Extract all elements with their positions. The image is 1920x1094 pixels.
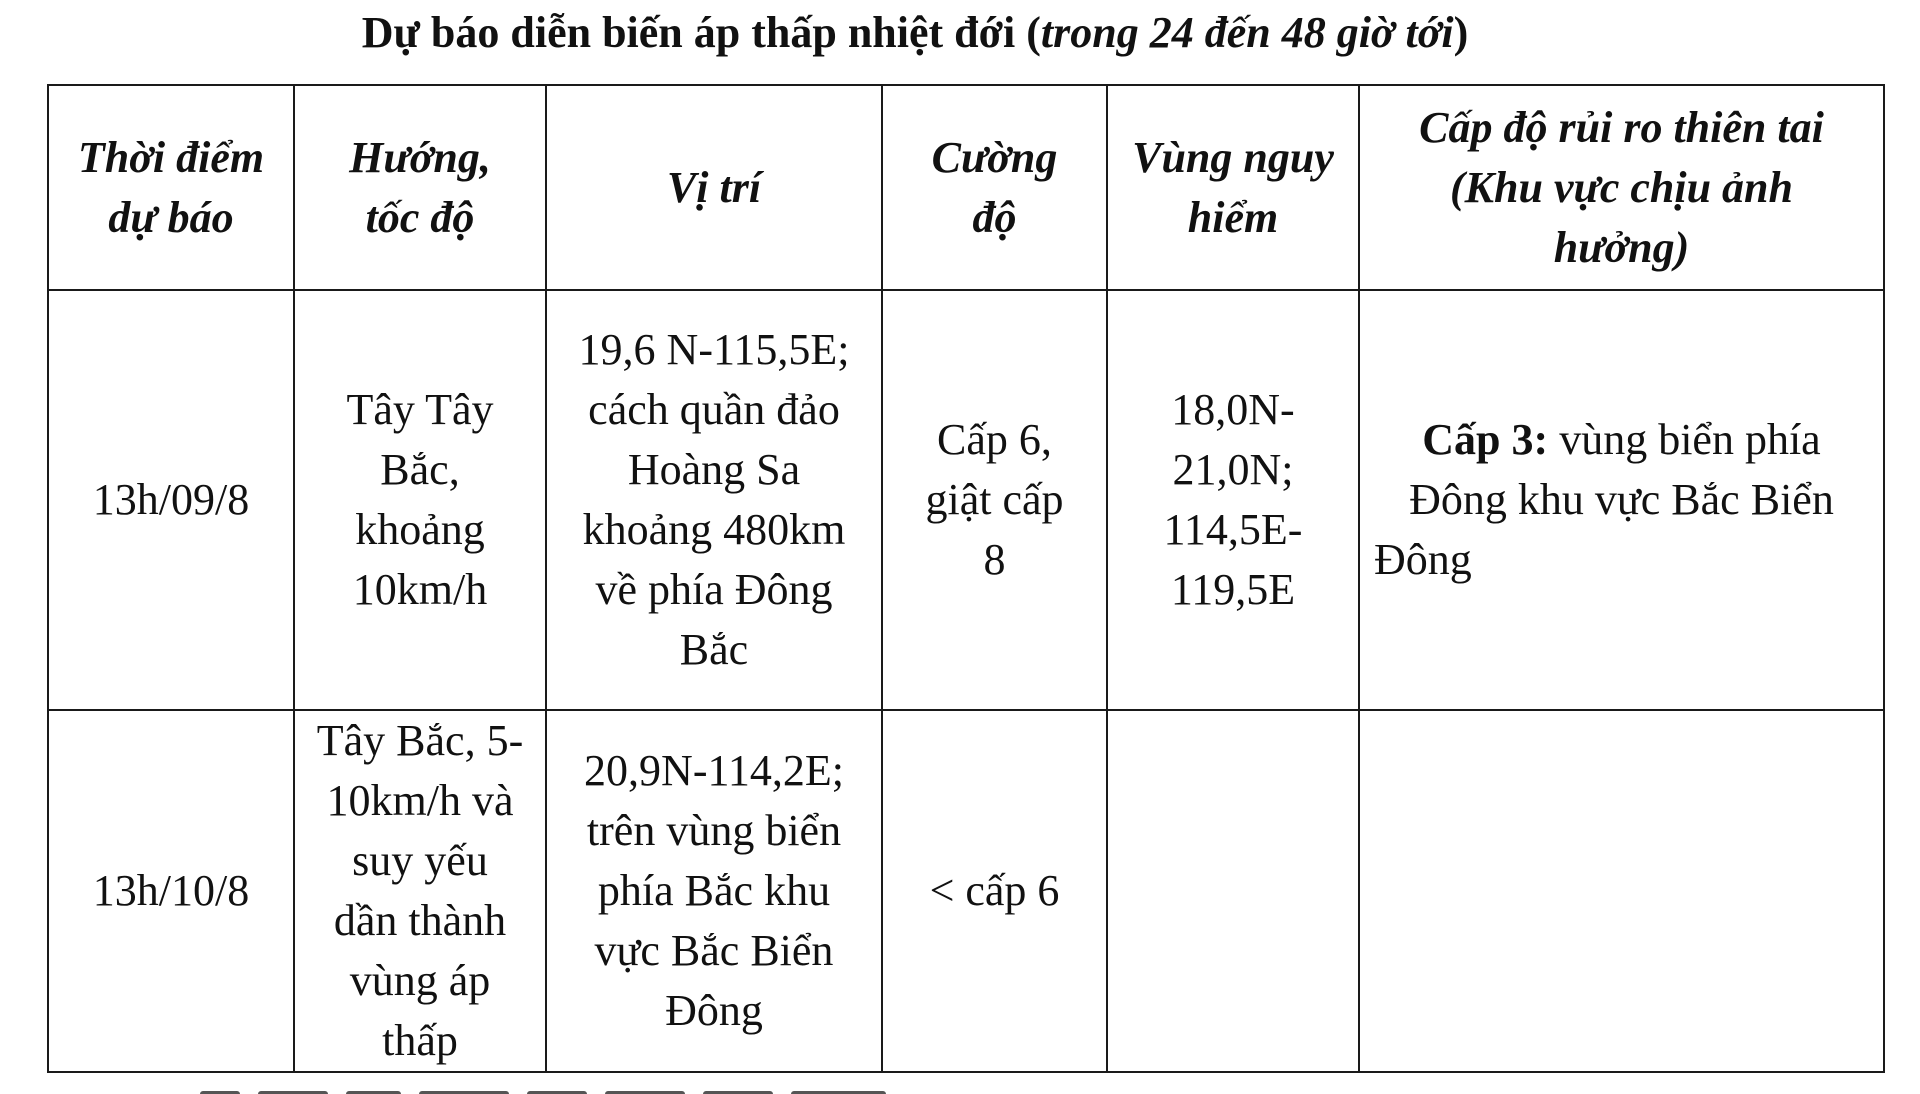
- table-header-row: [48, 85, 1884, 290]
- cell-direction: Tây Tây Bắc, khoảng 10km/h: [294, 290, 546, 710]
- title-main: Dự báo diễn biến áp thấp nhiệt đới (: [361, 8, 1041, 57]
- risk-area-text: vùng biển phía Đông khu vực Bắc Biển Đông: [1374, 415, 1834, 584]
- forecast-table: [47, 84, 1885, 1073]
- cell-position: 19,6 N-115,5E; cách quần đảo Hoàng Sa khoảng 480km về phía Đông Bắc: [546, 290, 882, 710]
- document-title: [0, 4, 1830, 62]
- header-position: Vị trí: [546, 85, 882, 290]
- cell-risk: [1359, 710, 1884, 1072]
- table-row: [48, 290, 1884, 710]
- title-italic-part: trong 24 đến 48 giờ tới: [1040, 8, 1454, 57]
- title-close: ): [1453, 8, 1469, 57]
- cell-danger-zone: 18,0N-21,0N; 114,5E-119,5E: [1107, 290, 1359, 710]
- header-direction: Hướng, tốc độ: [294, 85, 546, 290]
- header-risk-level: Cấp độ rủi ro thiên tai (Khu vực chịu ảnh hưởng): [1359, 85, 1884, 290]
- table-row: [48, 710, 1884, 1072]
- header-time: Thời điểm dự báo: [48, 85, 294, 290]
- cell-intensity: < cấp 6: [882, 710, 1107, 1072]
- header-danger-zone: Vùng nguy hiểm: [1107, 85, 1359, 290]
- cell-direction: Tây Bắc, 5-10km/h và suy yếu dần thành vùng áp thấp: [294, 710, 546, 1072]
- cell-danger-zone: [1107, 710, 1359, 1072]
- cell-risk: [1359, 290, 1884, 710]
- risk-level-label: Cấp 3:: [1422, 415, 1549, 464]
- cell-time: 13h/10/8: [48, 710, 294, 1072]
- header-intensity: Cường độ: [882, 85, 1107, 290]
- cell-time: 13h/09/8: [48, 290, 294, 710]
- cell-position: 20,9N-114,2E; trên vùng biển phía Bắc khu vực Bắc Biển Đông: [546, 710, 882, 1072]
- cropped-text-line: [200, 1084, 1100, 1094]
- cell-intensity: Cấp 6, giật cấp 8: [882, 290, 1107, 710]
